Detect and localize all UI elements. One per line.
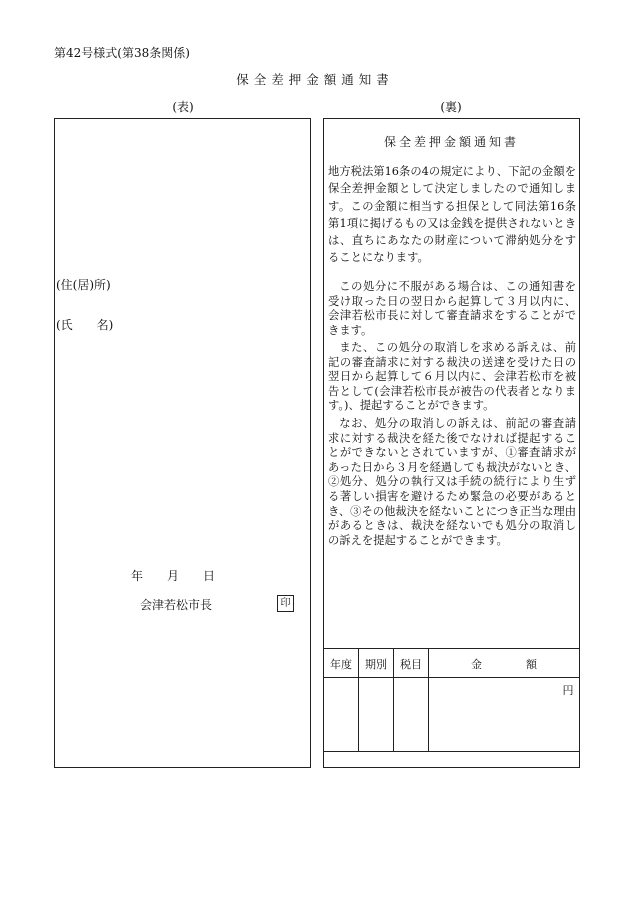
table-header-year: 年度 — [330, 658, 352, 671]
back-side-label: (裏) — [440, 100, 462, 114]
table-header-period: 期別 — [365, 658, 387, 671]
notice-paragraph-3: また、この処分の取消しを求める訴えは、前記の審査請求に対する裁決の送達を受けた日の翌日から起算して６月以内に、会津若松市を被告として(会津若松市長が被告の代表者となります。)、提起することができます。 — [328, 341, 576, 413]
table-header-divider — [323, 677, 580, 678]
back-title: 保全差押金額通知書 — [383, 135, 519, 149]
document-title: 保全差押金額通知書 — [236, 72, 394, 87]
seal-stamp: 印 — [277, 595, 294, 612]
form-number: 第42号様式(第38条関係) — [54, 46, 190, 60]
name-label: (氏 名) — [56, 318, 114, 332]
amount-unit: 円 — [562, 684, 574, 697]
front-side-label: (表) — [172, 100, 194, 114]
issuer-name: 会津若松市長 — [140, 598, 213, 612]
table-header-tax-item: 税目 — [400, 658, 422, 671]
notice-paragraph-2: この処分に不服がある場合は、この通知書を受け取った日の翌日から起算して３月以内に、会津若松市長に対して審査請求をすることができます。 — [328, 280, 576, 337]
notice-paragraph-1: 地方税法第16条の4の規定により、下記の金額を保全差押金額として決定しましたので通知します。この金額に相当する担保として同法第16条第1項に掲げるもの又は金銭を提供されないときは、直ちにあなたの財産について滞納処分をすることになります。 — [328, 165, 576, 265]
address-label: (住(居)所) — [56, 278, 111, 292]
front-panel — [54, 118, 311, 768]
date-label: 年 月 日 — [131, 569, 216, 583]
table-top-border — [323, 648, 580, 649]
table-header-amount: 金 額 — [471, 658, 537, 671]
table-bottom-border — [323, 751, 580, 752]
notice-paragraph-4: なお、処分の取消しの訴えは、前記の審査請求に対する裁決を経た後でなければ提起することができないとされていますが、①審査請求があった日から３月を経過しても裁決がないとき、②処分、処分の執行又は手続の続行により生ずる著しい損害を避けるため緊急の必要があるとき、③その他裁決を経ないことにつき正当な理由があるときは、裁決を経ないでも処分の取消しの訴えを提起することができます。 — [328, 417, 576, 547]
